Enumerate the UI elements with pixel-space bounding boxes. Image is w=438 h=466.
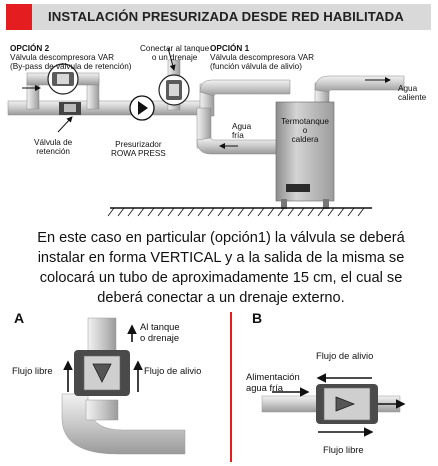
option1-title: OPCIÓN 1 xyxy=(210,44,250,53)
cold-water-label xyxy=(232,122,251,140)
section-a-letter: A xyxy=(14,310,25,326)
b-free-flow-label: Flujo libre xyxy=(323,444,364,455)
cold-water-line2: fría xyxy=(232,131,244,140)
check-valve-icon xyxy=(59,102,81,115)
a-to-tank-label xyxy=(140,322,180,343)
section-b-letter: B xyxy=(252,310,263,326)
option1-line1: Válvula descompresora VAR xyxy=(210,53,315,62)
pressurizer-label xyxy=(111,140,166,158)
drain-connection-line2: o un drenaje xyxy=(151,53,198,62)
hot-water-label xyxy=(398,84,426,102)
option2-title: OPCIÓN 2 xyxy=(10,44,50,53)
b-feed-label xyxy=(246,372,300,393)
option1-label xyxy=(210,44,314,71)
option1-valve-icon xyxy=(159,75,189,105)
b-feed-line2: agua fría xyxy=(246,381,284,393)
check-valve-label xyxy=(34,138,72,156)
a-to-tank-line1: Al tanque xyxy=(140,321,180,332)
option2-line2: (By-pass de válvula de retención) xyxy=(10,62,132,71)
pressurizer-line1: Presurizador xyxy=(115,140,162,149)
drain-connection-line1: Conectar al tanque xyxy=(140,44,210,53)
b-relief-flow-label: Flujo de alivio xyxy=(316,350,374,361)
check-valve-line2: retención xyxy=(36,147,70,156)
option2-line1: Válvula descompresora VAR xyxy=(10,53,115,62)
tank-line2: o xyxy=(302,126,308,135)
option2-label xyxy=(10,44,132,71)
option1-line2: (función válvula de alivio) xyxy=(210,62,302,71)
description-text: En este caso en particular (opción1) la válvula se deberá instalar en forma VERTICAL y a la salida de la misma se colocará un tubo de aproximadamente 15 cm, el cual se deberá conectar a un drenaje externo. xyxy=(37,230,405,306)
section-divider xyxy=(230,312,232,462)
a-to-tank-line2: o drenaje xyxy=(140,331,180,343)
cold-water-line1: Agua xyxy=(232,122,252,131)
check-valve-line1: Válvula de xyxy=(34,138,73,147)
pressurizer-line2: ROWA PRESS xyxy=(111,149,166,158)
drain-connection-label xyxy=(140,44,209,62)
b-feed-line1: Alimentación xyxy=(246,371,300,382)
tank-label xyxy=(278,117,332,144)
floor-line xyxy=(108,208,372,216)
tank-line1: Termotanque xyxy=(281,117,329,126)
pressurizer-pump-icon xyxy=(130,96,154,120)
tank-line3: caldera xyxy=(291,135,319,144)
a-relief-flow-label: Flujo de alivio xyxy=(144,365,202,376)
hot-water-line1: Agua xyxy=(398,84,418,93)
header-title: INSTALACIÓN PRESURIZADA DESDE RED HABILITADA xyxy=(48,9,404,24)
hot-water-line2: caliente xyxy=(398,93,427,102)
a-free-flow-label: Flujo libre xyxy=(12,365,53,376)
